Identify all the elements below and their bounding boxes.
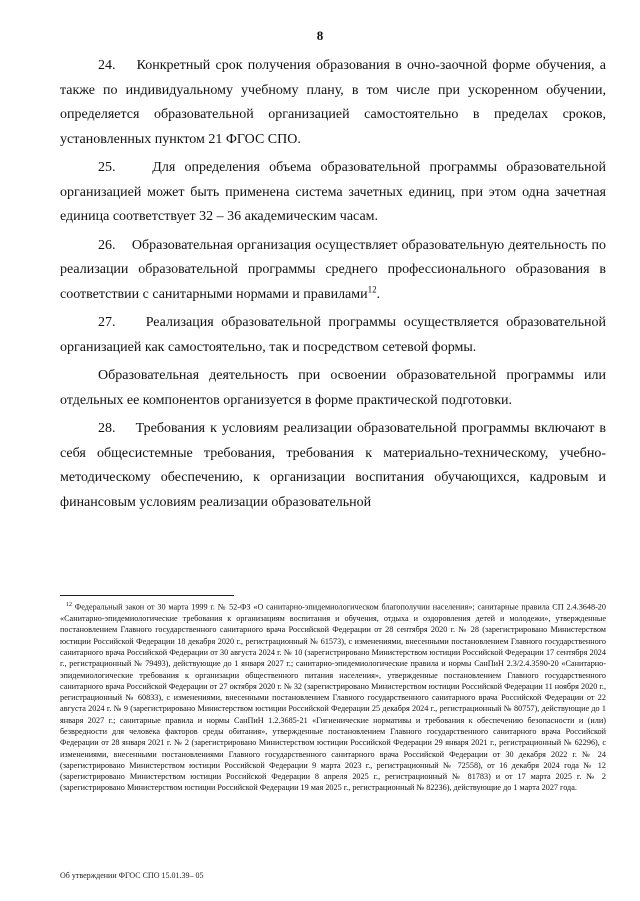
document-footer: Об утверждении ФГОС СПО 15.01.39– 05	[60, 871, 204, 880]
footnote-12	[60, 600, 606, 794]
paragraph-27: 27. Реализация образовательной программы осуществляется образовательной организацией как самостоятельно, так и посредством сетевой формы.	[60, 315, 606, 355]
footnote-number: 12	[66, 602, 72, 608]
paragraph-25: 25. Для определения объема образовательной программы образовательной организацией может быть применена система зачетных единиц, при этом одна зачетная единица соответствует 32 – 36 академическим часам.	[60, 160, 606, 224]
paragraph-26	[60, 234, 606, 308]
paragraph-24: 24. Конкретный срок получения образования в очно-заочной форме обучения, а также по индивидуальному учебному плану, в том числе при ускоренном обучении, определяется образовательной организацией самостоятельно в пределах сроков, установленных пунктом 21 ФГОС СПО.	[60, 58, 606, 147]
paragraph-28: 28. Требования к условиям реализации образовательной программы включают в себя общесистемные требования, требования к материально-техническому, учебно-методическому обеспечению, к организации воспитания обучающихся, кадровым и финансовым условиям реализации образовательной	[60, 421, 606, 510]
body-text	[60, 54, 606, 519]
page-number: 8	[316, 28, 324, 43]
footnote-text: Федеральный закон от 30 марта 1999 г. № 52-ФЗ «О санитарно-эпидемиологическом благополучии населения»; санитарные правила СП 2.4.3648-20 «Санитарно-эпидемиологические требования к организациям воспитания и обучения, отдыха и оздоровления детей и молодежи», утвержденные постановлением Главного государственного санитарного врача Российской Федерации от 28 сентября 2020 г. № 28 (зарегистрировано Министерством юстиции Российской Федерации 18 декабря 2020 г., регистрационный № 61573), с изменениями, внесенными постановлением Главного государственного санитарного врача Российской Федерации от 30 августа 2024 г. № 10 (зарегистрировано Министерством юстиции Российской Федерации 17 сентября 2024 г., регистрационный № 79493), действующие до 1 января 2027 г.; санитарно-эпидемиологические правила и нормы СанПиН 2.3/2.4.3590-20 «Санитарно-эпидемиологические требования к организации общественного питания населения», утвержденные постановлением Главного государственного санитарного врача Российской Федерации от 27 октября 2020 г. № 32 (зарегистрировано Министерством юстиции Российской Федерации 11 ноября 2020 г., регистрационный № 60833), с изменениями, внесенными постановлением Главного государственного санитарного врача Российской Федерации от 22 августа 2024 г. № 9 (зарегистрировано Министерством юстиции Российской Федерации 25 декабря 2024 г., регистрационный № 80757), действующие до 1 января 2027 г.; санитарные правила и нормы СанПиН 1.2.3685-21 «Гигиенические нормативы и требования к обеспечению безопасности и (или) безвредности для человека факторов среды обитания», утвержденные постановлением Главного государственного санитарного врача Российской Федерации от 28 января 2021 г. № 2 (зарегистрировано Министерством юстиции Российской Федерации 29 января 2021 г., регистрационный № 62296), с изменениями, внесенными постановлениями Главного государственного санитарного врача Российской Федерации от 30 декабря 2022 г. № 24 (зарегистрировано Министерством юстиции Российской Федерации 9 марта 2023 г., регистрационный № 72558), от 16 декабря 2024 года № 12 (зарегистрировано Министерством юстиции Российской Федерации 8 апреля 2025 г., регистрационный № 81783) и от 17 марта 2025 г. № 2 (зарегистрировано Министерством юстиции Российской Федерации 19 мая 2025 г., регистрационный № 82236), действующие до 1 марта 2027 года.	[60, 602, 606, 793]
paragraph-26-text: 26. Образовательная организация осуществляет образовательную деятельность по реализации образовательной программы среднего профессионального образования в соответствии с санитарными нормами и правилами	[60, 237, 606, 302]
paragraph-26-end: .	[376, 286, 381, 302]
footnote-divider	[60, 595, 234, 596]
paragraph-27-continuation: Образовательная деятельность при освоении образовательной программы или отдельных ее компонентов организуется в форме практической подготовки.	[60, 368, 606, 408]
footnote-reference[interactable]: 12	[367, 283, 377, 294]
